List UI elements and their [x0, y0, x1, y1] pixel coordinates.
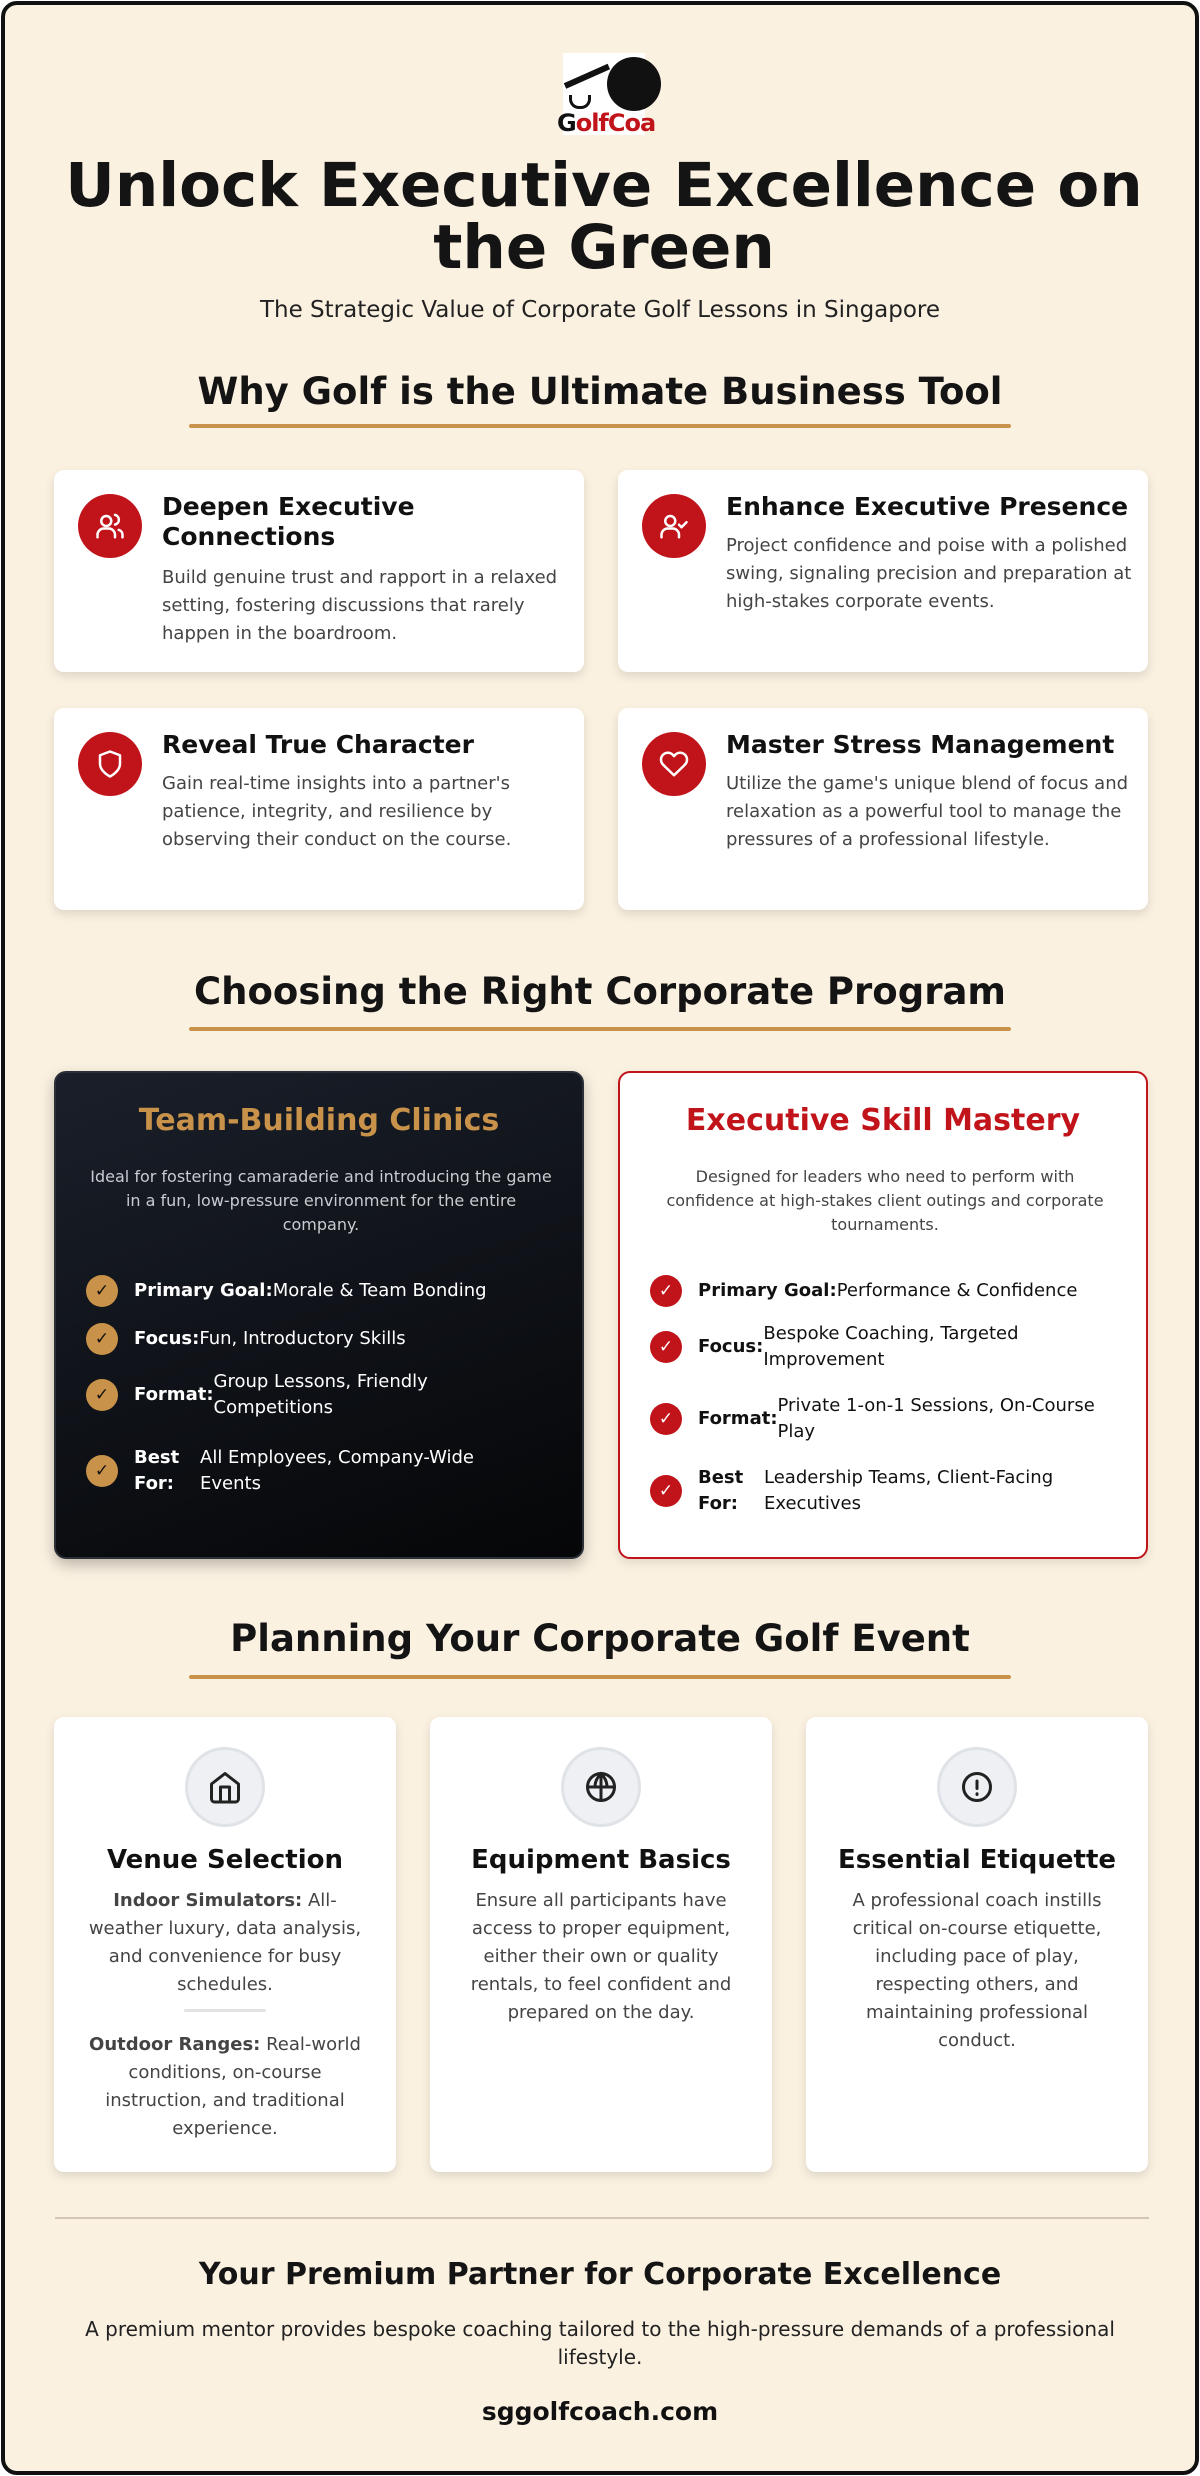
- golf-coach-logo: [557, 53, 656, 137]
- check-icon: ✓: [650, 1403, 682, 1435]
- golf-ball-graphic: [607, 57, 661, 111]
- footer-text: A premium mentor provides bespoke coaching tailored to the high-pressure demands of a professional lifestyle.: [85, 2317, 1115, 2369]
- team-row-focus: [86, 1323, 566, 1355]
- row-label: Format:: [698, 1408, 778, 1429]
- why-card-title: Deepen Executive Connections: [162, 492, 415, 551]
- exec-row-focus: [650, 1321, 1130, 1373]
- check-icon: ✓: [86, 1275, 118, 1307]
- team-row-best-for: [86, 1445, 566, 1497]
- check-icon: ✓: [650, 1475, 682, 1507]
- logo-wordmark: GolfCoa: [557, 109, 656, 137]
- section-underline: [189, 1027, 1011, 1031]
- section-underline: [189, 424, 1011, 428]
- golf-club-graphic: [564, 64, 610, 89]
- team-building-description: Ideal for fostering camaraderie and introducing the game in a fun, low-pressure environment for the entire company.: [90, 1167, 552, 1234]
- row-value: All Employees, Company-Wide Events: [200, 1447, 474, 1494]
- footer-title: Your Premium Partner for Corporate Excellence: [198, 2257, 1002, 2292]
- planning-section-title: Planning Your Corporate Golf Event: [230, 1617, 970, 1660]
- section-underline: [189, 1675, 1011, 1679]
- why-card-connections: [54, 470, 584, 672]
- venue-selection-card: [54, 1717, 396, 2172]
- executive-skill-card: [618, 1071, 1148, 1559]
- row-label: Focus:: [698, 1336, 764, 1357]
- page-title: Unlock Executive Excellence on the Green: [65, 150, 1143, 283]
- row-label: Primary Goal:: [698, 1280, 837, 1301]
- footer-divider: [55, 2217, 1149, 2219]
- team-row-format: [86, 1369, 566, 1421]
- equipment-basics-title: Equipment Basics: [471, 1845, 731, 1875]
- essential-etiquette-title: Essential Etiquette: [837, 1845, 1117, 1875]
- golf-club-head-graphic: [569, 95, 591, 109]
- row-value: Performance & Confidence: [836, 1280, 1078, 1301]
- row-value: Group Lessons, Friendly Competitions: [213, 1371, 428, 1418]
- users-icon: [78, 494, 142, 558]
- programs-section-title: Choosing the Right Corporate Program: [194, 970, 1006, 1013]
- check-icon: ✓: [86, 1379, 118, 1411]
- heart-icon: [642, 732, 706, 796]
- team-row-primary-goal: [86, 1275, 566, 1307]
- exec-row-best-for: [650, 1465, 1130, 1517]
- check-icon: ✓: [650, 1275, 682, 1307]
- row-value: Leadership Teams, Client-Facing Executives: [764, 1467, 1054, 1514]
- home-icon: [185, 1747, 265, 1827]
- page-subtitle: The Strategic Value of Corporate Golf Lessons in Singapore: [259, 297, 941, 323]
- check-icon: ✓: [650, 1331, 682, 1363]
- team-building-card: [54, 1071, 584, 1559]
- indoor-simulators-text: Indoor Simulators: All-weather luxury, data analysis, and convenience for busy schedules.: [88, 1890, 362, 1995]
- row-label: Best For:: [134, 1447, 180, 1494]
- why-card-title: Master Stress Management: [726, 730, 1115, 759]
- globe-icon: [561, 1747, 641, 1827]
- equipment-basics-card: [430, 1717, 772, 2172]
- venue-divider: [184, 2009, 266, 2012]
- venue-selection-title: Venue Selection: [106, 1845, 344, 1875]
- row-label: Focus:: [134, 1328, 200, 1349]
- website-link[interactable]: sggolfcoach.com: [481, 2397, 719, 2426]
- user-check-icon: [642, 494, 706, 558]
- row-label: Primary Goal:: [134, 1280, 273, 1301]
- check-icon: ✓: [86, 1455, 118, 1487]
- why-card-presence: [618, 470, 1148, 672]
- shield-icon: [78, 732, 142, 796]
- row-value: Bespoke Coaching, Targeted Improvement: [763, 1323, 1019, 1370]
- essential-etiquette-card: [806, 1717, 1148, 2172]
- team-building-title: Team-Building Clinics: [138, 1103, 500, 1138]
- exec-row-format: [650, 1393, 1130, 1445]
- row-value: Morale & Team Bonding: [272, 1280, 487, 1301]
- essential-etiquette-text: A professional coach instills critical on-course etiquette, including pace of play, respecting others, and maintaining professional conduct.: [852, 1890, 1102, 2051]
- why-card-stress: [618, 708, 1148, 910]
- why-section-title: Why Golf is the Ultimate Business Tool: [197, 370, 1003, 413]
- row-value: Fun, Introductory Skills: [199, 1328, 406, 1349]
- why-card-text: Project confidence and poise with a polished swing, signaling precision and preparation at high-stakes corporate events.: [726, 535, 1132, 612]
- why-card-text: Gain real-time insights into a partner's patience, integrity, and resilience by observing their conduct on the course.: [162, 773, 512, 850]
- equipment-basics-text: Ensure all participants have access to proper equipment, either their own or quality rentals, to feel confident and prepared on the day.: [470, 1890, 732, 2023]
- why-card-title: Reveal True Character: [162, 730, 474, 759]
- why-card-text: Build genuine trust and rapport in a relaxed setting, fostering discussions that rarely happen in the boardroom.: [162, 567, 558, 644]
- row-label: Format:: [134, 1384, 214, 1405]
- row-value: Private 1-on-1 Sessions, On-Course Play: [777, 1395, 1095, 1442]
- alert-icon: [937, 1747, 1017, 1827]
- check-icon: ✓: [86, 1323, 118, 1355]
- exec-row-primary-goal: [650, 1275, 1130, 1307]
- outdoor-ranges-text: Outdoor Ranges: Real-world conditions, on-course instruction, and traditional experience.: [89, 2034, 361, 2139]
- why-card-character: [54, 708, 584, 910]
- executive-skill-description: Designed for leaders who need to perform with confidence at high-stakes client outings and corporate tournaments.: [666, 1167, 1104, 1234]
- row-label: Best For:: [698, 1467, 744, 1514]
- why-card-text: Utilize the game's unique blend of focus and relaxation as a powerful tool to manage the pressures of a professional lifestyle.: [726, 773, 1129, 850]
- infographic-frame: [1, 1, 1199, 2475]
- executive-skill-title: Executive Skill Mastery: [685, 1103, 1081, 1138]
- why-card-title: Enhance Executive Presence: [726, 492, 1129, 521]
